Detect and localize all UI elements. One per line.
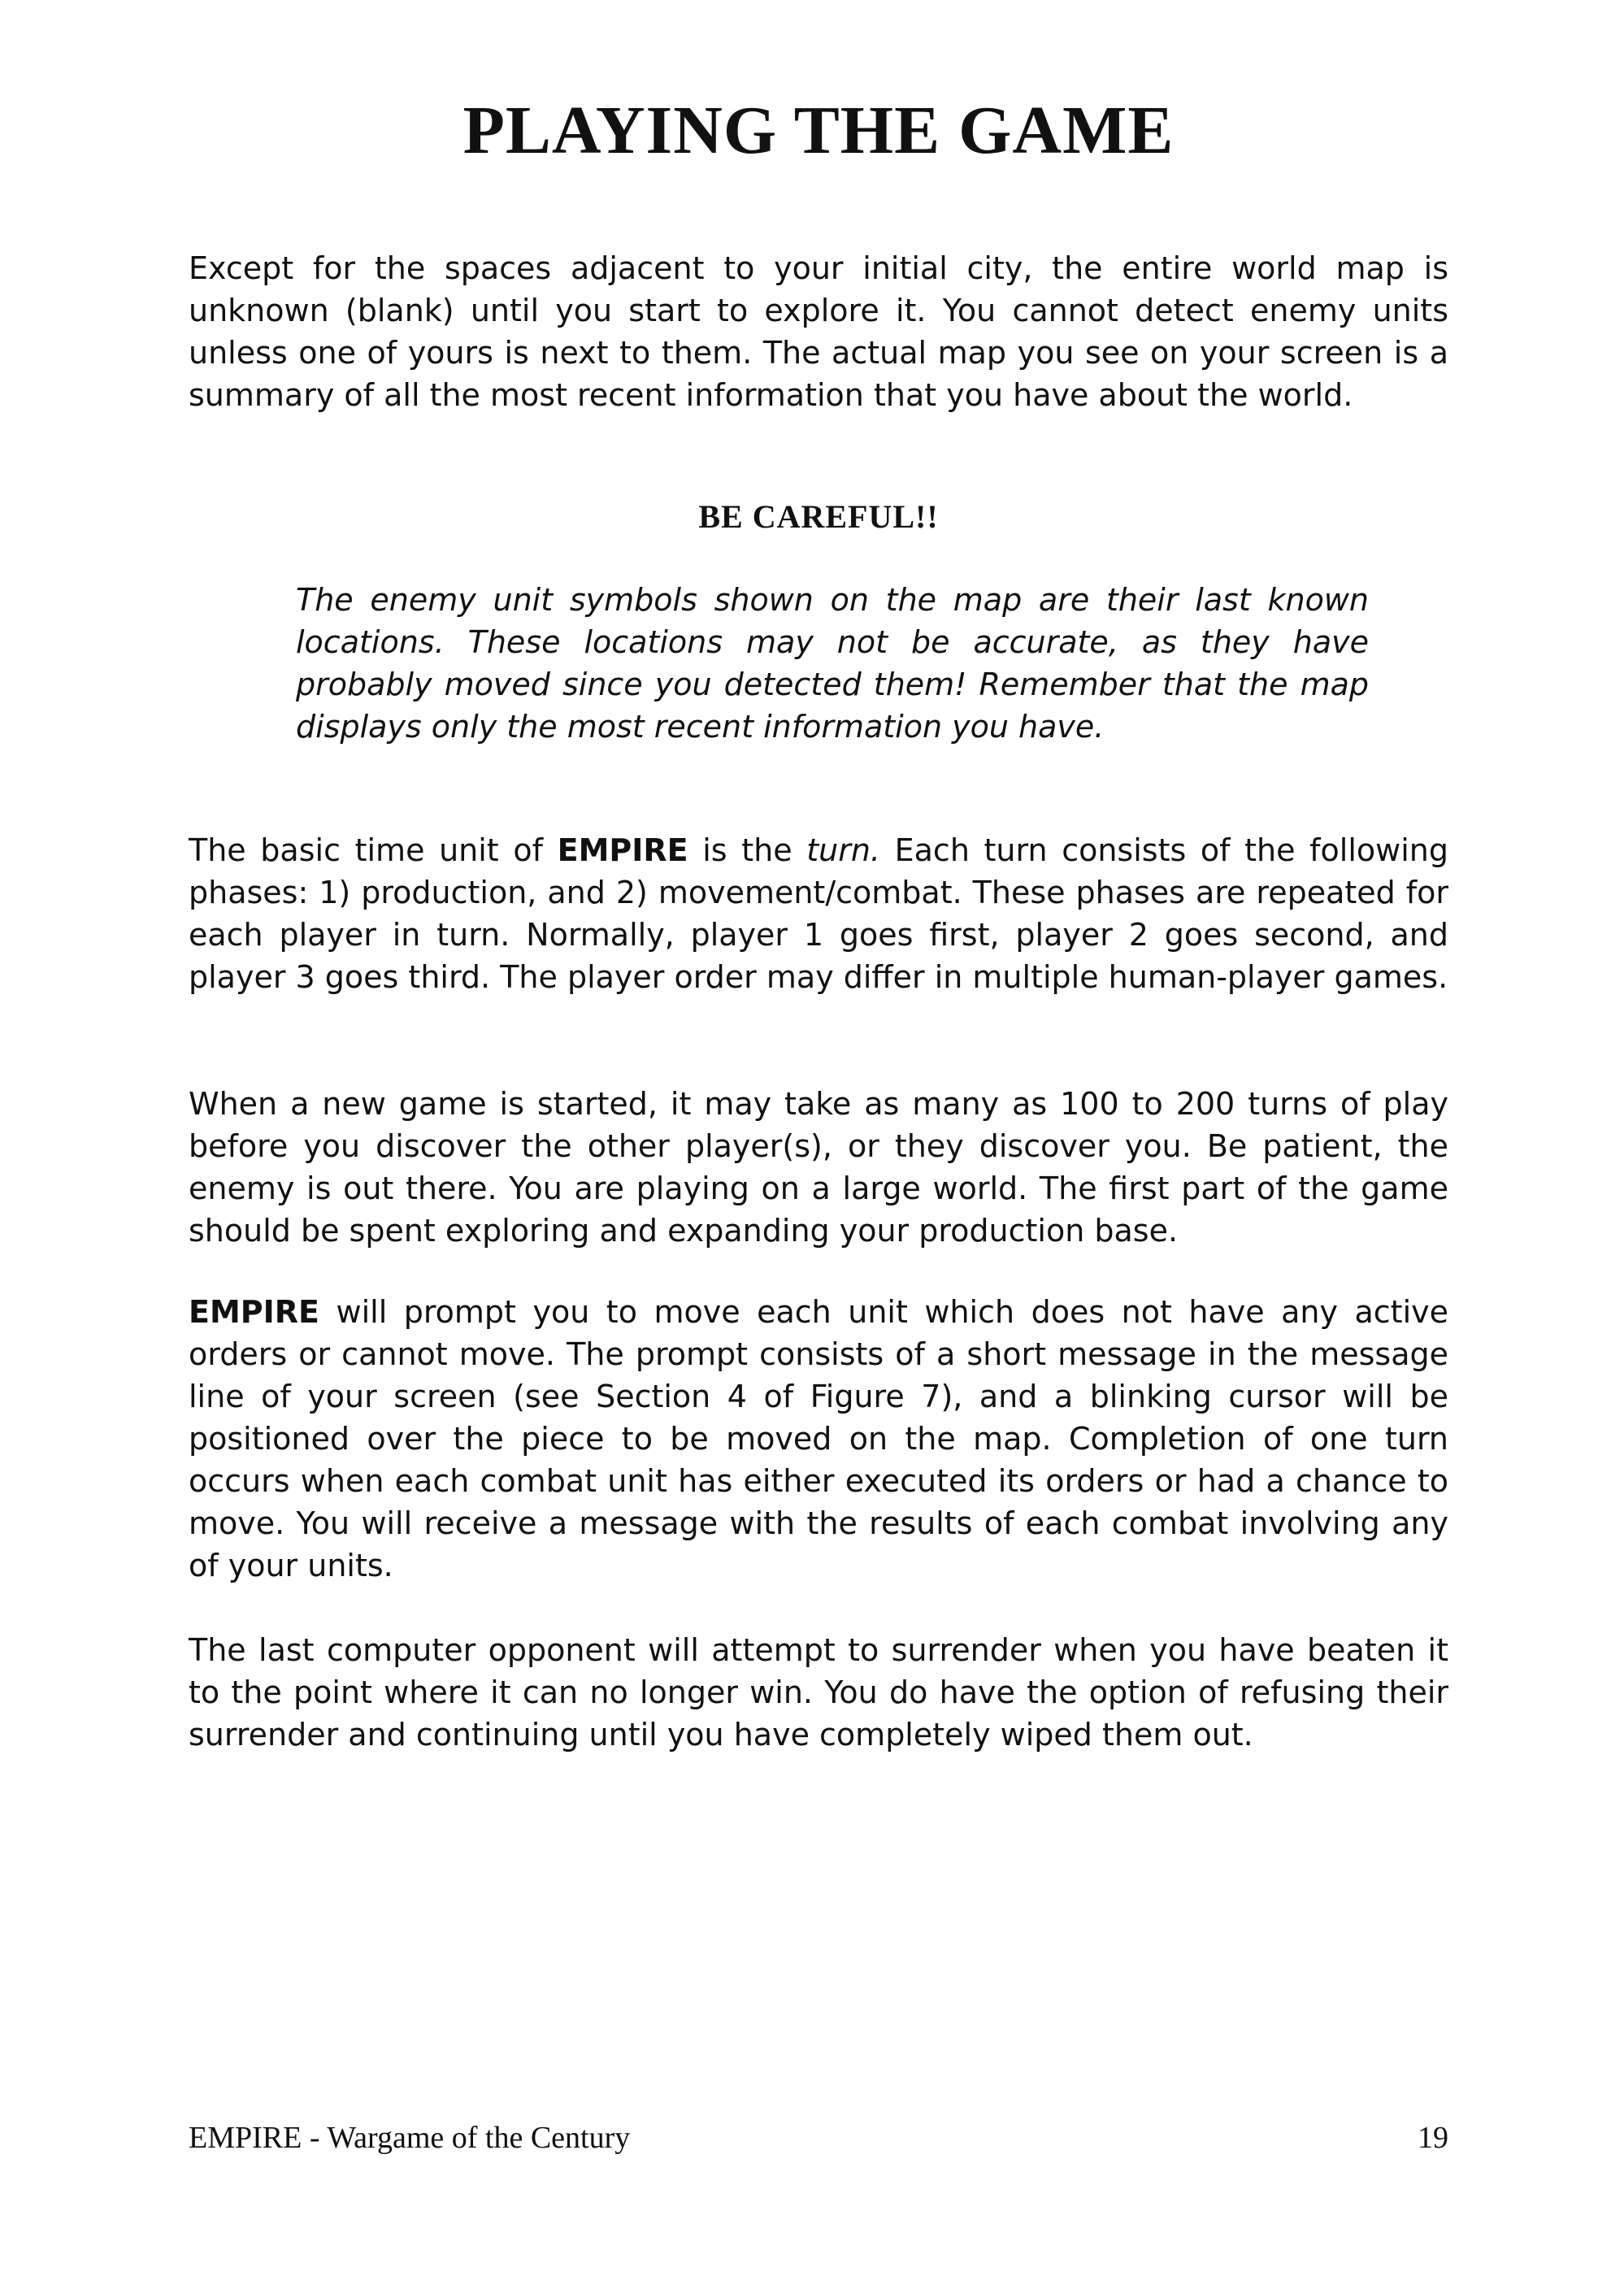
page-number: 19 (1418, 2121, 1448, 2155)
turn-text-2: is the (688, 832, 807, 868)
prompt-paragraph (189, 1291, 1448, 1587)
prompt-text: will prompt you to move each unit which does not have any active orders or cannot move. The prompt consists of a short message in the message line of your screen (see Section 4 of Figure 7), and a blinking cursor will be positioned over the piece to be moved on the map. Completion of one turn occurs when each combat unit has either executed its orders or had a chance to move. You will receive a message with the results of each combat involving any of your units. (189, 1294, 1448, 1583)
warning-body: The enemy unit symbols shown on the map are their last known locations. These locations may not be accurate, as they have probably moved since you detected them! Remember that the map displays only the most recent information you have. (296, 582, 1369, 745)
surrender-paragraph: The last computer opponent will attempt to surrender when you have beaten it to the point where it can no longer win. You do have the option of refusing their surrender and continuing until you have completely wiped them out. (189, 1632, 1448, 1753)
footer-title: EMPIRE - Wargame of the Century (189, 2121, 631, 2155)
page-footer (189, 2120, 1448, 2165)
turn-text-3: Each turn consists of the following phases: 1) production, and 2) movement/combat. These phases are repeated for each player in turn. Normally, player 1 goes first, player 2 goes second, and player 3 goes third. The player order may differ in multiple human-player games. (189, 832, 1448, 995)
page-title: PLAYING THE GAME (462, 93, 1175, 168)
empire-keyword: EMPIRE (557, 832, 688, 868)
new-game-paragraph: When a new game is started, it may take as many as 100 to 200 turns of play before you discover the other player(s), or they discover you. Be patient, the enemy is out there. You are playing on a large world. The first part of the game should be spent exploring and expanding your production base. (189, 1086, 1448, 1249)
manual-page (189, 0, 1448, 2276)
turn-paragraph (189, 829, 1448, 998)
turn-term: turn. (806, 832, 880, 868)
warning-heading: BE CAREFUL!! (698, 498, 939, 535)
turn-text-1: The basic time unit of (189, 832, 558, 868)
empire-keyword: EMPIRE (189, 1294, 319, 1330)
intro-paragraph: Except for the spaces adjacent to your initial city, the entire world map is unknown (blank) until you start to explore it. You cannot detect enemy units unless one of yours is next to them. The actual map you see on your screen is a summary of all the most recent information that you have about the world. (189, 250, 1448, 413)
